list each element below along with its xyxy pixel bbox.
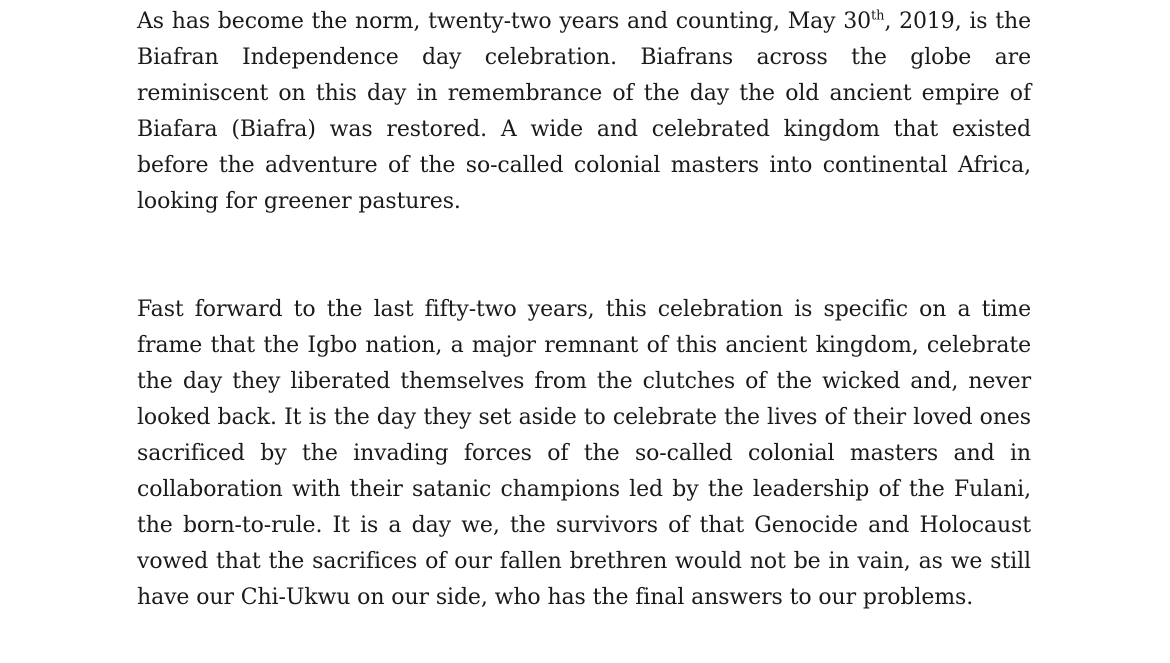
document-page [137, 4, 1031, 616]
paragraph-1 [137, 4, 1031, 220]
paragraph-1-text-a: As has become the norm, twenty-two years and counting, May 30 [137, 9, 872, 34]
paragraph-1-text-b: , 2019, is the Biafran Independence day celebration. Biafrans across the globe are reminiscent on this day in remembrance of the day the old ancient empire of Biafara (Biafra) was restored. A wide and celebrated kingdom that existed before the adventure of the so-called colonial masters into continental Africa, looking for greener pastures. [137, 9, 1031, 214]
paragraph-1-ordinal-suffix: th [871, 8, 885, 24]
paragraph-2: Fast forward to the last fifty-two years, this celebration is specific on a time frame that the Igbo nation, a major remnant of this ancient kingdom, celebrate the day they liberated themselves from the clutches of the wicked and, never looked back. It is the day they set aside to celebrate the lives of their loved ones sacrificed by the invading forces of the so-called colonial masters and in collaboration with their satanic champions led by the leadership of the Fulani, the born-to-rule. It is a day we, the survivors of that Genocide and Holocaust vowed that the sacrifices of our fallen brethren would not be in vain, as we still have our Chi-Ukwu on our side, who has the final answers to our problems. [137, 297, 1031, 610]
